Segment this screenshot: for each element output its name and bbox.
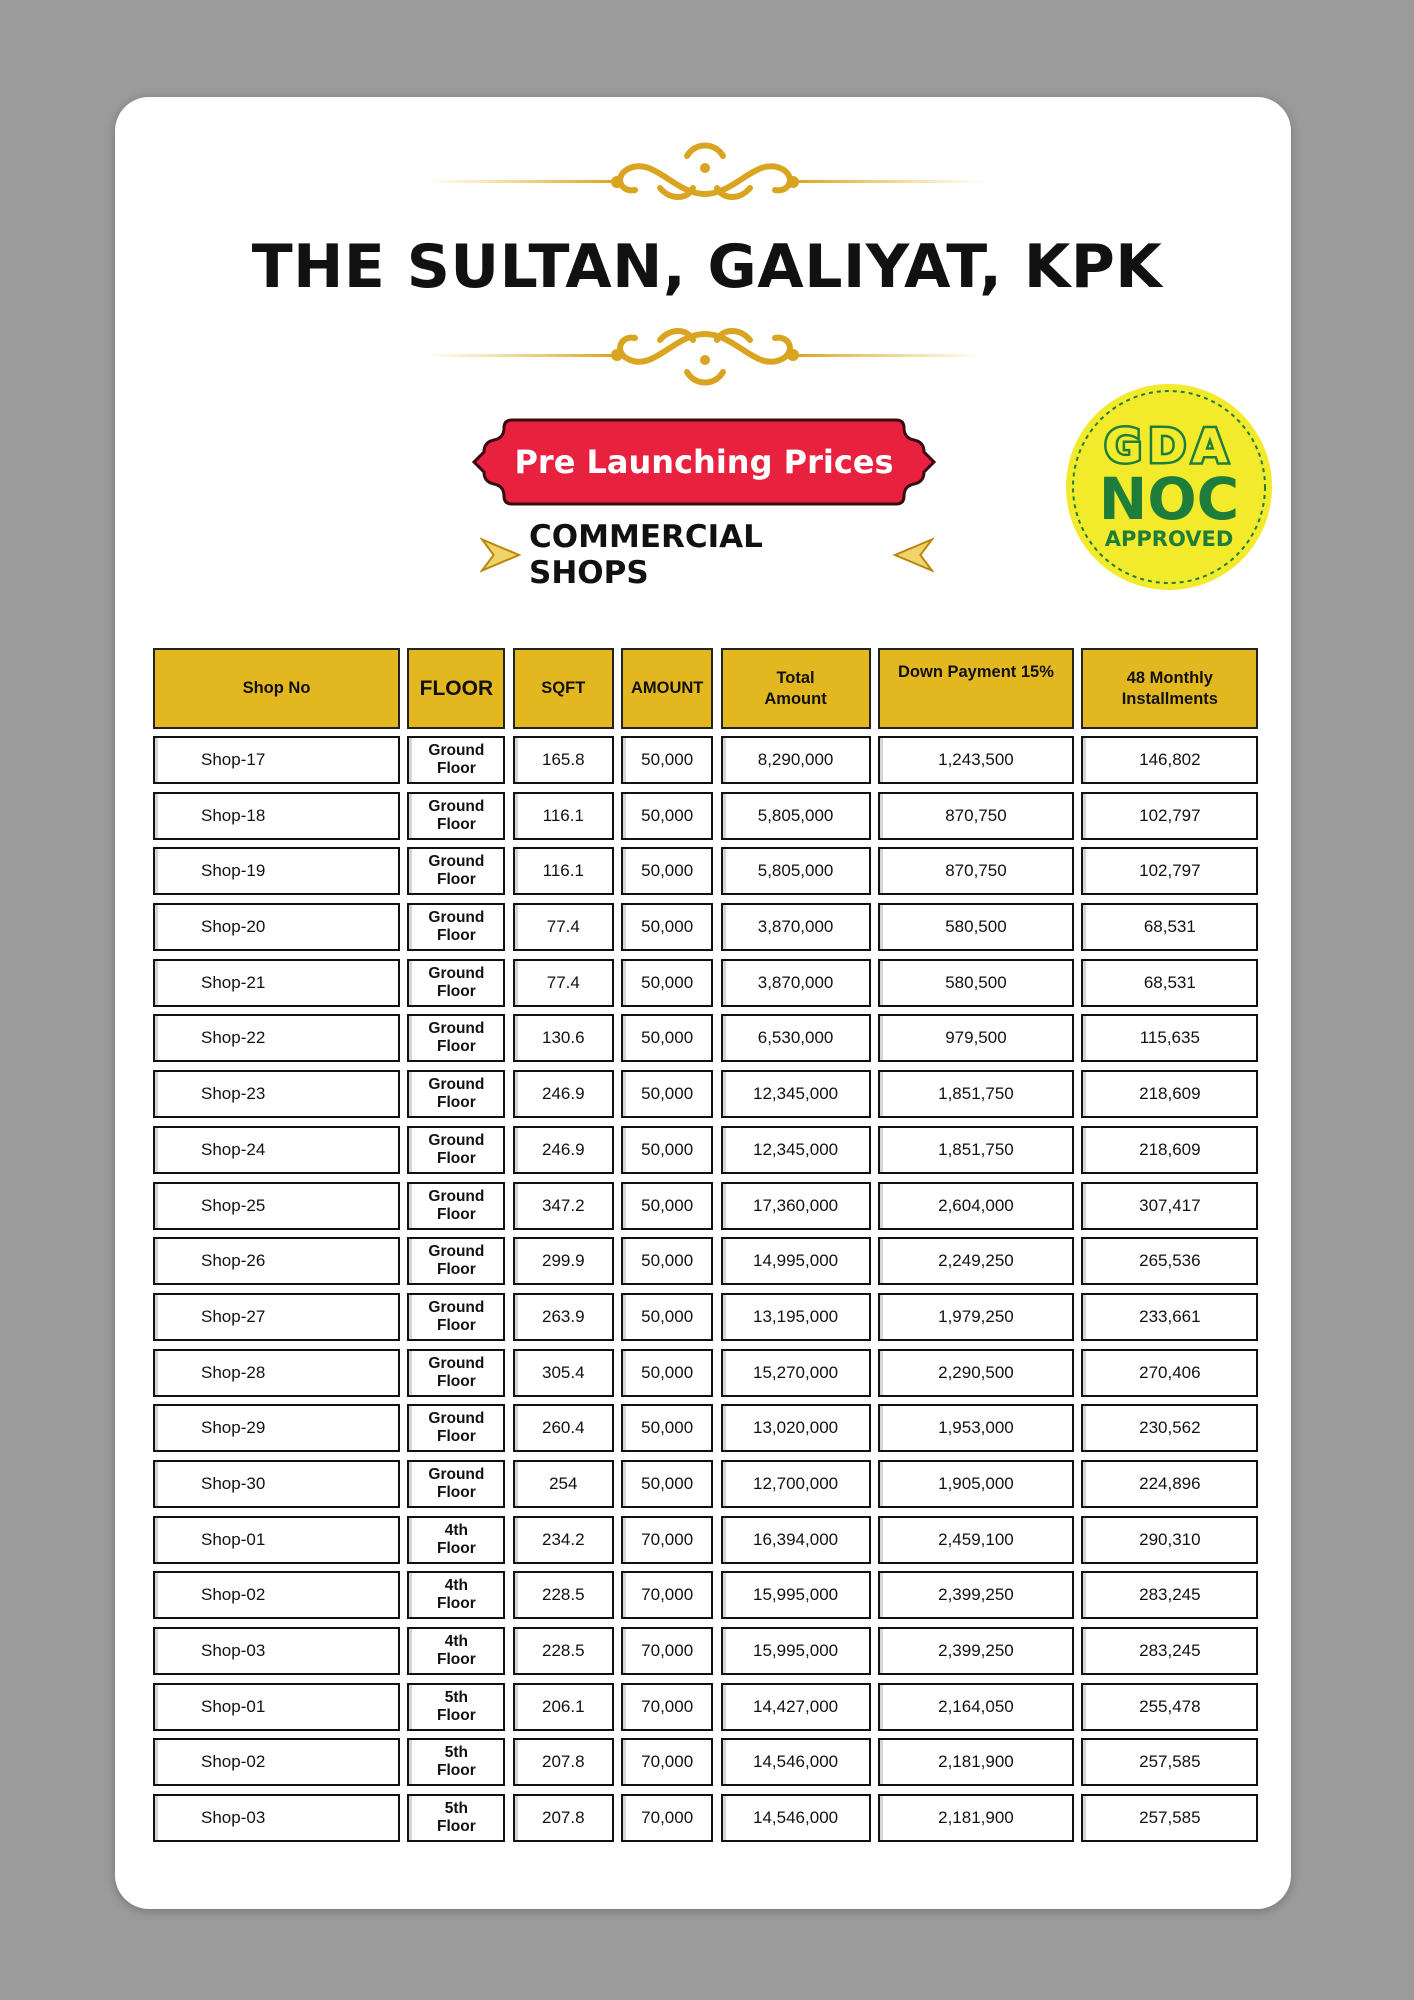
table-cell-sqft: 260.4 <box>513 1404 614 1452</box>
table-cell-monthly-installment: 307,417 <box>1081 1182 1258 1230</box>
table-cell-sqft: 116.1 <box>513 792 614 840</box>
table-cell-down-payment: 870,750 <box>878 847 1074 895</box>
table-cell-total-amount: 14,546,000 <box>721 1794 871 1842</box>
gold-ornament-divider-icon <box>425 138 985 208</box>
table-cell-sqft: 299.9 <box>513 1237 614 1285</box>
table-cell-floor: Ground Floor <box>407 1126 505 1174</box>
table-cell-amount: 50,000 <box>621 1293 713 1341</box>
table-cell-amount: 70,000 <box>621 1571 713 1619</box>
table-cell-monthly-installment: 257,585 <box>1081 1738 1258 1786</box>
table-cell-shop-no: Shop-03 <box>153 1627 400 1675</box>
table-cell-sqft: 234.2 <box>513 1516 614 1564</box>
table-cell-total-amount: 16,394,000 <box>721 1516 871 1564</box>
table-cell-floor: Ground Floor <box>407 1460 505 1508</box>
table-cell-down-payment: 2,181,900 <box>878 1794 1074 1842</box>
table-cell-amount: 50,000 <box>621 1404 713 1452</box>
table-cell-monthly-installment: 290,310 <box>1081 1516 1258 1564</box>
table-cell-total-amount: 6,530,000 <box>721 1014 871 1062</box>
table-cell-total-amount: 13,195,000 <box>721 1293 871 1341</box>
table-cell-total-amount: 15,995,000 <box>721 1571 871 1619</box>
table-cell-sqft: 77.4 <box>513 903 614 951</box>
table-cell-floor: 5th Floor <box>407 1738 505 1786</box>
table-cell-amount: 50,000 <box>621 959 713 1007</box>
table-cell-shop-no: Shop-24 <box>153 1126 400 1174</box>
table-cell-down-payment: 2,399,250 <box>878 1571 1074 1619</box>
table-cell-total-amount: 14,995,000 <box>721 1237 871 1285</box>
table-cell-monthly-installment: 283,245 <box>1081 1571 1258 1619</box>
table-cell-sqft: 207.8 <box>513 1738 614 1786</box>
table-cell-down-payment: 2,290,500 <box>878 1349 1074 1397</box>
table-cell-down-payment: 2,249,250 <box>878 1237 1074 1285</box>
table-cell-total-amount: 14,546,000 <box>721 1738 871 1786</box>
table-cell-amount: 50,000 <box>621 1460 713 1508</box>
subtitle-row <box>480 519 934 591</box>
table-cell-down-payment: 2,164,050 <box>878 1683 1074 1731</box>
table-cell-floor: Ground Floor <box>407 736 505 784</box>
table-cell-total-amount: 3,870,000 <box>721 903 871 951</box>
table-cell-floor: Ground Floor <box>407 1014 505 1062</box>
gold-ornament-divider-icon <box>425 320 985 390</box>
table-cell-total-amount: 15,270,000 <box>721 1349 871 1397</box>
table-cell-down-payment: 979,500 <box>878 1014 1074 1062</box>
table-cell-floor: Ground Floor <box>407 1404 505 1452</box>
table-cell-total-amount: 17,360,000 <box>721 1182 871 1230</box>
table-cell-shop-no: Shop-19 <box>153 847 400 895</box>
table-cell-monthly-installment: 283,245 <box>1081 1627 1258 1675</box>
table-cell-floor: Ground Floor <box>407 847 505 895</box>
table-cell-monthly-installment: 102,797 <box>1081 792 1258 840</box>
table-cell-total-amount: 12,700,000 <box>721 1460 871 1508</box>
table-cell-floor: 4th Floor <box>407 1516 505 1564</box>
table-cell-shop-no: Shop-21 <box>153 959 400 1007</box>
table-cell-shop-no: Shop-25 <box>153 1182 400 1230</box>
table-cell-amount: 50,000 <box>621 1070 713 1118</box>
table-cell-down-payment: 1,953,000 <box>878 1404 1074 1452</box>
table-cell-monthly-installment: 102,797 <box>1081 847 1258 895</box>
table-cell-total-amount: 13,020,000 <box>721 1404 871 1452</box>
table-cell-shop-no: Shop-26 <box>153 1237 400 1285</box>
table-cell-down-payment: 580,500 <box>878 959 1074 1007</box>
table-cell-shop-no: Shop-27 <box>153 1293 400 1341</box>
table-cell-down-payment: 1,851,750 <box>878 1070 1074 1118</box>
table-cell-down-payment: 870,750 <box>878 792 1074 840</box>
table-cell-down-payment: 580,500 <box>878 903 1074 951</box>
table-cell-total-amount: 5,805,000 <box>721 792 871 840</box>
table-cell-amount: 70,000 <box>621 1683 713 1731</box>
table-cell-sqft: 228.5 <box>513 1571 614 1619</box>
table-cell-amount: 50,000 <box>621 903 713 951</box>
table-cell-shop-no: Shop-28 <box>153 1349 400 1397</box>
table-cell-shop-no: Shop-02 <box>153 1571 400 1619</box>
column-header-total-amount: Total Amount <box>721 648 871 729</box>
table-cell-floor: Ground Floor <box>407 792 505 840</box>
table-cell-monthly-installment: 265,536 <box>1081 1237 1258 1285</box>
column-header-amount: AMOUNT <box>621 648 713 729</box>
table-cell-sqft: 228.5 <box>513 1627 614 1675</box>
table-cell-amount: 50,000 <box>621 1182 713 1230</box>
table-cell-down-payment: 1,979,250 <box>878 1293 1074 1341</box>
table-cell-sqft: 246.9 <box>513 1070 614 1118</box>
table-cell-down-payment: 1,851,750 <box>878 1126 1074 1174</box>
table-cell-sqft: 305.4 <box>513 1349 614 1397</box>
table-cell-floor: Ground Floor <box>407 903 505 951</box>
table-cell-monthly-installment: 233,661 <box>1081 1293 1258 1341</box>
table-cell-sqft: 165.8 <box>513 736 614 784</box>
table-cell-sqft: 263.9 <box>513 1293 614 1341</box>
table-cell-monthly-installment: 257,585 <box>1081 1794 1258 1842</box>
table-cell-amount: 50,000 <box>621 1126 713 1174</box>
table-cell-amount: 70,000 <box>621 1516 713 1564</box>
table-cell-total-amount: 15,995,000 <box>721 1627 871 1675</box>
section-subtitle: COMMERCIAL SHOPS <box>529 519 763 591</box>
table-cell-floor: Ground Floor <box>407 1182 505 1230</box>
table-cell-amount: 50,000 <box>621 1349 713 1397</box>
table-cell-shop-no: Shop-23 <box>153 1070 400 1118</box>
table-cell-sqft: 77.4 <box>513 959 614 1007</box>
svg-text:APPROVED: APPROVED <box>1104 527 1234 551</box>
table-cell-monthly-installment: 68,531 <box>1081 903 1258 951</box>
column-header-shop-no: Shop No <box>153 648 400 729</box>
page-title: THE SULTAN, GALIYAT, KPK <box>251 232 1163 302</box>
table-cell-total-amount: 3,870,000 <box>721 959 871 1007</box>
table-cell-shop-no: Shop-17 <box>153 736 400 784</box>
table-cell-monthly-installment: 115,635 <box>1081 1014 1258 1062</box>
pre-launch-banner: Pre Launching Prices <box>514 443 894 481</box>
table-cell-shop-no: Shop-02 <box>153 1738 400 1786</box>
table-cell-monthly-installment: 68,531 <box>1081 959 1258 1007</box>
table-cell-shop-no: Shop-18 <box>153 792 400 840</box>
gda-noc-approved-badge <box>1064 382 1274 592</box>
column-header-floor: FLOOR <box>407 648 505 729</box>
table-cell-shop-no: Shop-30 <box>153 1460 400 1508</box>
table-cell-shop-no: Shop-29 <box>153 1404 400 1452</box>
table-cell-total-amount: 5,805,000 <box>721 847 871 895</box>
svg-text:NOC: NOC <box>1098 465 1240 533</box>
table-cell-amount: 70,000 <box>621 1627 713 1675</box>
table-cell-sqft: 116.1 <box>513 847 614 895</box>
table-cell-monthly-installment: 218,609 <box>1081 1126 1258 1174</box>
table-cell-floor: 4th Floor <box>407 1627 505 1675</box>
table-cell-monthly-installment: 270,406 <box>1081 1349 1258 1397</box>
table-cell-shop-no: Shop-20 <box>153 903 400 951</box>
table-cell-down-payment: 2,399,250 <box>878 1627 1074 1675</box>
table-cell-shop-no: Shop-22 <box>153 1014 400 1062</box>
table-cell-sqft: 246.9 <box>513 1126 614 1174</box>
table-cell-amount: 50,000 <box>621 736 713 784</box>
table-cell-amount: 70,000 <box>621 1738 713 1786</box>
table-cell-floor: Ground Floor <box>407 959 505 1007</box>
gold-arrow-right-icon <box>480 535 521 575</box>
table-cell-monthly-installment: 255,478 <box>1081 1683 1258 1731</box>
table-cell-floor: Ground Floor <box>407 1349 505 1397</box>
table-cell-amount: 50,000 <box>621 1014 713 1062</box>
column-header-monthly-installment: 48 Monthly Installments <box>1081 648 1258 729</box>
table-cell-sqft: 254 <box>513 1460 614 1508</box>
column-header-down-payment: Down Payment 15% <box>878 648 1074 729</box>
table-cell-sqft: 130.6 <box>513 1014 614 1062</box>
table-cell-sqft: 207.8 <box>513 1794 614 1842</box>
table-cell-sqft: 206.1 <box>513 1683 614 1731</box>
table-cell-down-payment: 2,459,100 <box>878 1516 1074 1564</box>
table-cell-monthly-installment: 230,562 <box>1081 1404 1258 1452</box>
column-header-sqft: SQFT <box>513 648 614 729</box>
svg-text:GDA: GDA <box>1104 419 1234 473</box>
table-cell-shop-no: Shop-01 <box>153 1516 400 1564</box>
table-cell-amount: 50,000 <box>621 1237 713 1285</box>
table-cell-floor: Ground Floor <box>407 1293 505 1341</box>
table-cell-total-amount: 12,345,000 <box>721 1070 871 1118</box>
table-cell-shop-no: Shop-03 <box>153 1794 400 1842</box>
table-cell-monthly-installment: 146,802 <box>1081 736 1258 784</box>
table-cell-down-payment: 2,604,000 <box>878 1182 1074 1230</box>
table-cell-amount: 50,000 <box>621 847 713 895</box>
table-cell-total-amount: 12,345,000 <box>721 1126 871 1174</box>
table-cell-sqft: 347.2 <box>513 1182 614 1230</box>
table-cell-total-amount: 8,290,000 <box>721 736 871 784</box>
table-cell-floor: 5th Floor <box>407 1683 505 1731</box>
table-cell-floor: 5th Floor <box>407 1794 505 1842</box>
table-cell-monthly-installment: 224,896 <box>1081 1460 1258 1508</box>
table-cell-floor: Ground Floor <box>407 1070 505 1118</box>
gold-arrow-left-icon <box>893 535 934 575</box>
price-table <box>153 648 1253 1850</box>
table-cell-amount: 70,000 <box>621 1794 713 1842</box>
table-cell-floor: 4th Floor <box>407 1571 505 1619</box>
table-cell-down-payment: 1,243,500 <box>878 736 1074 784</box>
table-cell-floor: Ground Floor <box>407 1237 505 1285</box>
table-cell-total-amount: 14,427,000 <box>721 1683 871 1731</box>
table-cell-down-payment: 1,905,000 <box>878 1460 1074 1508</box>
table-cell-shop-no: Shop-01 <box>153 1683 400 1731</box>
table-cell-amount: 50,000 <box>621 792 713 840</box>
table-cell-down-payment: 2,181,900 <box>878 1738 1074 1786</box>
table-cell-monthly-installment: 218,609 <box>1081 1070 1258 1118</box>
